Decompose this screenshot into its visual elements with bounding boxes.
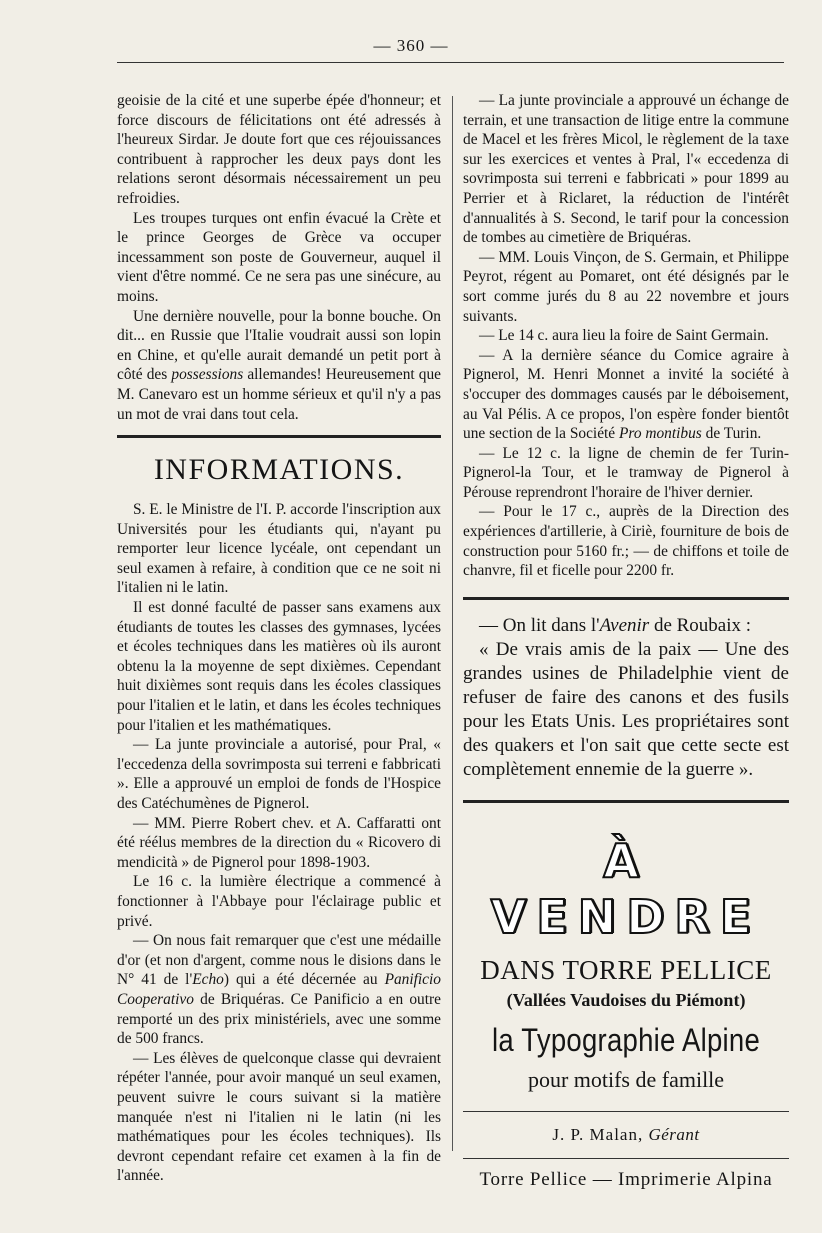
info-paragraph-eleves: — Les élèves de quelconque classe qui devraient répéter l'année, pour avoir manqué un seul examen, peuvent suivre le cours suivant si la matière manquée n'est ni l'italien ni le latin (ni les mathématiques pour les écoles techniques). Ils devront cependant refaire cet examen à la fin de l'année.	[117, 1049, 441, 1185]
paragraph-comice: — A la dernière séance du Comice agraire à Pignerol, M. Henri Monnet a invité la société à s'occuper des dommages causés par le déboisement, au Val Pélis. A ce propos, l'on espère fonder bientôt une section de la Société Pro montibus de Turin.	[463, 346, 789, 443]
header-rule	[117, 62, 784, 63]
roubaix-quote: « De vrais amis de la paix — Une des grandes usines de Philadelphie vient de refuser de faire des canons et des fusils pour les Etats Unis. Les propriétaires sont des quakers et l'on sait que cette secte est complètement ennemie de la guerre ».	[463, 638, 789, 780]
possessions-italic: possessions	[171, 366, 244, 384]
ad-block	[463, 833, 789, 1193]
paragraph-russie-text: Une dernière nouvelle, pour la bonne bouche. On dit... en Russie que l'Italie voudrait aussi son lopin en Chine, et qu'elle aurait demandé un petit port à côté des	[117, 307, 441, 384]
info-paragraph-examens: Il est donné faculté de passer sans examens aux étudiants de toutes les classes des gymnases, lycées et écoles techniques dans les matières où ils auront obtenu la la moyenne de sept dixièmes. Cependant huit dixièmes sont requis dans les écoles classiques pour l'italien et le latin, et dans les écoles techniques pour l'italien et les mathématiques.	[117, 599, 441, 734]
info-paragraph-robert: — MM. Pierre Robert chev. et A. Caffaratti ont été réélus membres de la direction du « Ricovero di mendicità » de Pignerol pour 1898-1903.	[117, 814, 441, 871]
paragraph-jures: — MM. Louis Vinçon, de S. Germain, et Philippe Peyrot, régent au Pomaret, ont été désignés par le sort comme jurés du 8 au 22 novembre et jours suivants.	[463, 248, 789, 325]
ad-rule-mid	[463, 1111, 789, 1112]
echo-italic: Echo	[192, 971, 224, 989]
roubaix-block	[463, 614, 789, 782]
left-column	[117, 91, 441, 1186]
ad-dans-torre-pellice: DANS TORRE PELLICE	[480, 954, 772, 985]
info-paragraph-medaille: — On nous fait remarquer que c'est une médaille d'or (et non d'argent, comme nous le disions dans le N° 41 de l'Echo) qui a été décernée au Panificio Cooperativo de Briquéras. Ce Panificio a en outre remporté un des prix ministériels, avec une somme de 500 francs.	[117, 932, 441, 1048]
ad-vallees: (Vallées Vaudoises du Piémont)	[506, 989, 746, 1010]
page-number: — 360 —	[373, 36, 449, 55]
info-paragraph-junte-pral: — La junte provinciale a autorisé, pour Pral, « l'eccedenza della sovrimposta sui terreni e fabbricati ». Elle a approuvé un emploi de fonds de l'Hospice des Catéchumènes de Pignerol.	[117, 736, 441, 812]
roubaix-intro: — On lit dans l'Avenir de Roubaix :	[479, 614, 752, 636]
paragraph-foire: — Le 14 c. aura lieu la foire de Saint Germain.	[479, 327, 769, 345]
ad-typographie: la Typographie Alpine	[491, 1021, 761, 1058]
paragraph-crete: Les troupes turques ont enfin évacué la Crète et le prince Georges de Grèce va occuper incessamment son poste de Gouverneur, auquel il vient d'être nommé. Ce ne sera pas une sinécure, au moins.	[117, 209, 441, 305]
paragraph-junte-macel: — La junte provinciale a approuvé un échange de terrain, et une transaction de litige entre la commune de Macel et les frères Micol, le règlement de la taxe sur les exercices et ventes à Pral, l'« eccedenza di sovrimposta sui terreni e fabbricati » pour 1899 au Perrier et à Riclaret, la réduction de l'intérêt d'annualités à S. Second, le tarif pour la concession de tombes au cimetière de Briquéras.	[463, 92, 789, 247]
avenir-italic: Avenir	[599, 614, 650, 636]
info-paragraph-ministre: S. E. le Ministre de l'I. P. accorde l'inscription aux Universités pour les étudiants qui, n'ayant pu remporter leur licence lycéale, ont cependant un seul examen à refaire, à condition que ce ne soit ni l'italien ni le latin.	[117, 501, 441, 597]
roubaix-rule	[463, 597, 789, 600]
ad-pour-motifs: pour motifs de famille	[527, 1066, 725, 1092]
ad-torre-imprimerie: Torre Pellice — Imprimerie Alpina	[479, 1168, 773, 1190]
right-column	[463, 91, 789, 1193]
paragraph-chemin-de-fer: — Le 12 c. la ligne de chemin de fer Turin-Pignerol-la Tour, et le tramway de Pignerol à Pérouse reprendront l'horaire de l'hiver dernier.	[463, 444, 789, 501]
ad-a-vendre: À VENDRE	[490, 833, 762, 944]
ad-malan: J. P. Malan, Gérant	[552, 1124, 700, 1144]
ad-gerant: Gérant	[648, 1124, 700, 1144]
column-divider	[452, 96, 453, 1151]
panificio-italic: Panificio Cooperativo	[117, 971, 441, 1008]
paragraph-sirdar: geoisie de la cité et une superbe épée d'honneur; et force discours de félicitations ont été adressés à l'heureux Sirdar. Je doute fort que ces réjouissances contribuent à rapprocher les deux pays dont les relations seront désormais nécessairement un peu refroidies.	[117, 92, 441, 207]
section-title: INFORMATIONS.	[153, 453, 405, 487]
info-paragraph-lumiere: Le 16 c. la lumière électrique a commencé à fonctionner à l'Abbaye pour l'éclairage public et privé.	[117, 873, 441, 930]
paragraph-russie-end: allemandes! Heureusement que M. Canevaro est un homme sérieux et qu'il n'y a pas un mot de vrai dans tout cela.	[117, 366, 441, 423]
pro-montibus-italic: Pro montibus	[619, 425, 702, 443]
ad-rule-bottom	[463, 1158, 789, 1159]
section-rule-top	[117, 435, 441, 438]
ad-rule-top	[463, 800, 789, 803]
paragraph-russie	[117, 307, 441, 425]
paragraph-artillerie: — Pour le 17 c., auprès de la Direction des expériences d'artillerie, à Ciriè, fourniture de bois de construction pour 5160 fr.; — de chiffons et toile de chanvre, fil et ficelle pour 2200 fr.	[463, 503, 789, 580]
